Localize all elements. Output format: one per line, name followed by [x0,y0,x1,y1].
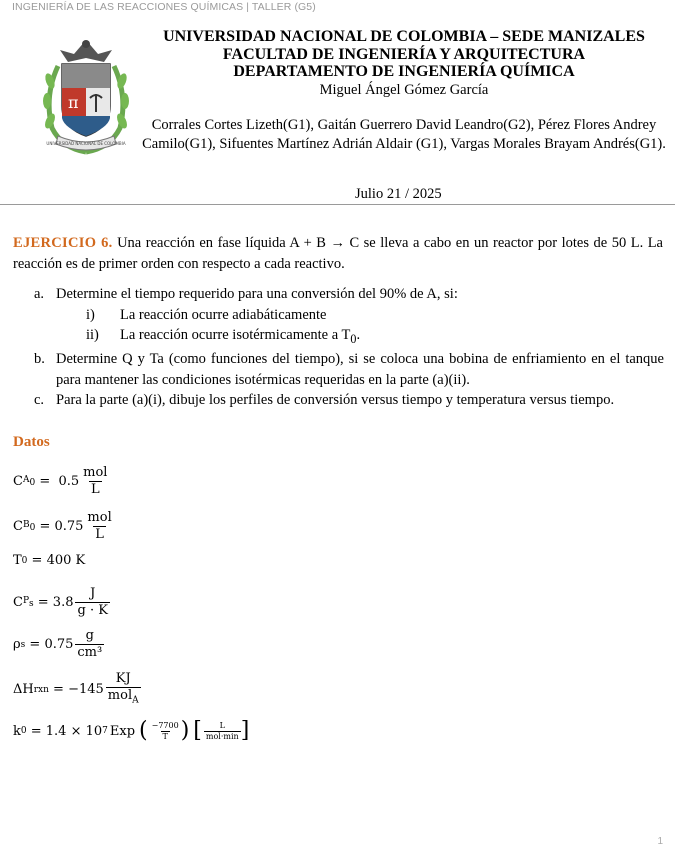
symbol: C [13,595,23,610]
title-block [140,28,668,100]
page-number: 1 [657,836,663,847]
subscript: A [22,475,30,486]
punctuation: . [356,327,361,343]
subscript: s [20,639,26,650]
subitem-text: La reacción ocurre adiabáticamente [120,306,327,323]
denominator: g · K [77,603,108,618]
subitem-number: i) [86,306,95,323]
open-bracket: [ [193,718,202,743]
university-name: UNIVERSIDAD NACIONAL DE COLOMBIA – SEDE MANIZALES [163,28,645,45]
svg-text:UNIVERSIDAD NACIONAL DE COLOMB: UNIVERSIDAD NACIONAL DE COLOMBIA [46,141,126,146]
eq-cb0 [13,510,114,543]
item-a [34,284,664,305]
eq-k0 [13,720,249,742]
equals-value: = 3.8 [33,595,74,610]
professor-name: Miguel Ángel Gómez García [319,81,489,98]
item-letter: a. [34,286,45,302]
open-paren: ( [139,718,148,743]
unit-fraction [106,671,141,709]
symbol: C [13,519,23,534]
datos-heading: Datos [13,434,50,450]
numerator: −7700 [151,720,179,730]
denominator: L [90,482,100,497]
function-name: Exp [109,723,136,739]
equals-value: = −145 [48,682,104,698]
subitem-number: ii) [86,327,99,343]
exercise-statement [13,233,663,275]
numerator: mol [87,510,112,525]
subscript: 0 [21,555,28,566]
symbol: ΔH [13,682,34,698]
authors: Corrales Cortes Lizeth(G1), Gaitán Guerrero David Leandro(G2), Pérez Flores Andrey Camilo(G1), Sifuentes Martínez Adrián Aldair (G1), Vargas Morales Brayam Andrés(G1). [142,117,666,152]
numerator: mol [83,465,108,480]
item-c [34,390,664,411]
exponent-fraction [150,721,181,742]
denominator: mol·min [205,731,239,741]
symbol: ρ [13,637,21,652]
numerator: L [219,720,225,730]
date: Julio 21 / 2025 [355,186,442,202]
eq-delta-h [13,671,141,709]
subsubscript: s [29,598,34,609]
subsubscript: 0 [29,522,36,533]
unit-fraction [204,721,241,742]
subitem-i [34,305,664,326]
item-letter: c. [34,392,45,409]
numerator: g [85,628,94,643]
eq-ca0 [13,465,109,498]
close-paren: ) [180,718,190,743]
subsubscript: 0 [29,477,36,488]
exercise-items [34,284,664,411]
symbol: k [13,723,21,739]
exercise-text: Una reacción en fase líquida A + B → C se lleva a cabo en un reactor por lotes de 50 L. La reacción es de primer orden con respecto a cada reactivo. [13,235,663,272]
subitem-ii [34,325,664,349]
subscript: B [22,520,30,531]
header-divider [0,204,675,205]
eq-cps [13,586,110,619]
subscript: P [22,596,30,607]
denominator: T [162,731,168,741]
item-text: Determine Q y Ta (como funciones del tiempo), si se coloca una bobina de enfriamiento en el tanque para mantener las condiciones isotérmicas requeridas en la parte (a)(ii). [56,351,664,388]
faculty-name: FACULTAD DE INGENIERÍA Y ARQUITECTURA [222,45,586,63]
subscript: 0 [20,726,27,736]
close-bracket: ] [240,718,250,743]
item-text: Para la parte (a)(i), dibuje los perfiles de conversión versus tiempo y temperatura versus tiempo. [56,392,615,409]
equals-value: = 0.5 [35,474,80,489]
unit-fraction [81,465,109,498]
numerator: KJ [115,671,131,686]
symbol: C [13,474,23,489]
numerator: J [90,586,96,601]
denominator: mol [107,688,133,703]
equals-value: = 400 K [27,553,86,568]
equals-value: = 0.75 [35,519,84,534]
item-b [34,349,664,390]
exponent: 7 [102,726,108,736]
university-seal-logo [38,36,134,158]
svg-text:π: π [68,93,79,112]
item-letter: b. [34,351,45,368]
equals-value: = 1.4 × 10 [26,723,103,739]
subscript: 0 [350,331,357,346]
department-name: DEPARTAMENTO DE INGENIERÍA QUÍMICA [233,63,575,80]
denominator: L [95,527,104,542]
equals-value: = 0.75 [25,637,74,652]
unit-fraction [75,586,109,619]
unit-fraction [75,628,104,661]
running-header: INGENIERÍA DE LAS REACCIONES QUÍMICAS | TALLER (G5) [12,1,316,13]
subitem-text: La reacción ocurre isotérmicamente a T [120,327,351,343]
eq-t0 [13,553,85,568]
eq-rho [13,628,104,661]
denominator-subscript: A [132,695,139,706]
exercise-label: EJERCICIO 6. [13,235,113,251]
denominator: cm³ [77,645,103,660]
item-text: Determine el tiempo requerido para una conversión del 90% de A, si: [56,286,458,302]
symbol: T [13,553,22,568]
subscript: rxn [33,684,49,695]
unit-fraction [85,510,113,543]
